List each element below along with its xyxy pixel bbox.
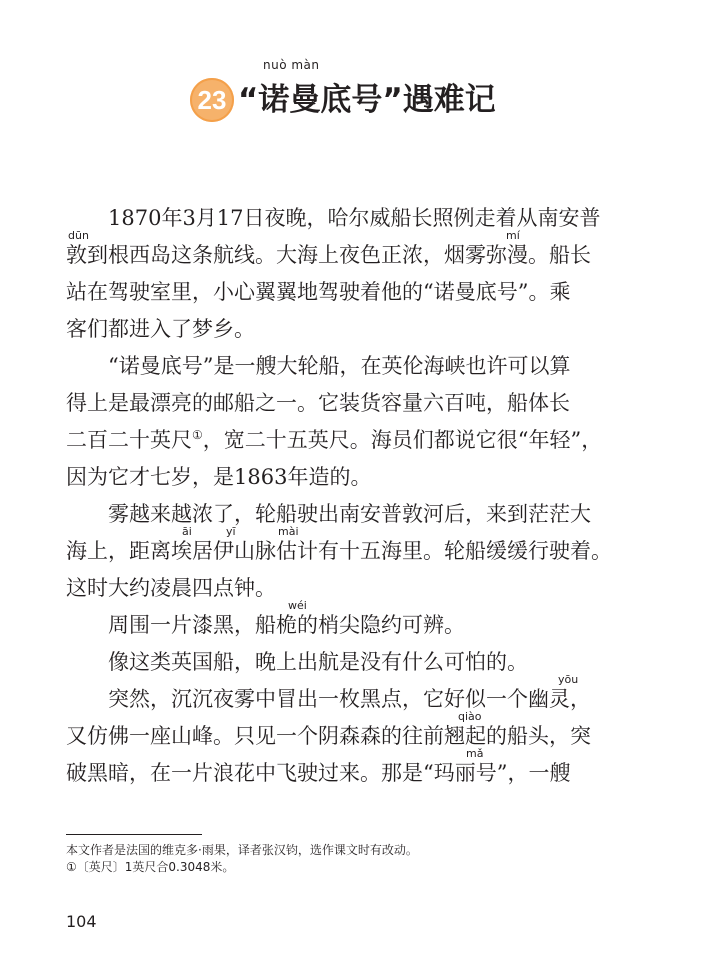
body-line: 客们都进入了梦乡。	[66, 317, 255, 341]
body-line: 站在驾驶室里，小心翼翼地驾驶着他的“诺曼底号”。乘	[66, 280, 571, 304]
body-line: 因为它才七岁，是1863年造的。	[66, 465, 372, 489]
footnote-author: 本文作者是法国的维克多·雨果，译者张汉钧，选作课文时有改动。	[66, 843, 418, 857]
body-line: 这时大约凌晨四点钟。	[66, 576, 276, 600]
pinyin-annotation: mí	[506, 229, 520, 242]
pinyin-annotation: mǎ	[466, 747, 484, 760]
body-text	[66, 200, 626, 792]
body-line: dūn mí 敦到根西岛这条航线。大海上夜色正浓，烟雾弥漫。船长	[66, 229, 591, 267]
body-line: qiào 又仿佛一座山峰。只见一个阴森森的往前翘起的船头，突	[66, 710, 591, 748]
body-line: 得上是最漂亮的邮船之一。它装货容量六百吨，船体长	[66, 391, 570, 415]
pinyin-annotation: āi	[182, 525, 192, 538]
pinyin-annotation: yōu	[558, 673, 579, 686]
lesson-number-badge: 23	[190, 78, 234, 122]
pinyin-annotation: yī	[226, 525, 236, 538]
body-line: āi yī mài 海上，距离埃居伊山脉估计有十五海里。轮船缓缓行驶着。	[66, 525, 612, 563]
pinyin-annotation: wéi	[288, 599, 307, 612]
body-line: 像这类英国船，晚上出航是没有什么可怕的。	[66, 650, 528, 674]
title-pinyin: nuò màn	[263, 58, 320, 72]
page-number: 104	[66, 912, 97, 931]
body-line: 雾越来越浓了，轮船驶出南安普敦河后，来到茫茫大	[66, 502, 591, 526]
footnote-marker: ①	[192, 428, 203, 442]
footnote-divider	[66, 834, 202, 835]
pinyin-annotation: qiào	[458, 710, 482, 723]
lesson-title-row	[0, 58, 701, 132]
body-line: yōu 突然，沉沉夜雾中冒出一枚黑点，它好似一个幽灵，	[66, 673, 591, 711]
footnote-unit: ①〔英尺〕1英尺合0.3048米。	[66, 860, 235, 874]
body-line: 1870年3月17日夜晚，哈尔威船长照例走着从南安普	[66, 206, 601, 230]
pinyin-annotation: mài	[278, 525, 299, 538]
footnotes	[66, 842, 418, 876]
body-line: mǎ 破黑暗，在一片浪花中飞驶过来。那是“玛丽号”，一艘	[66, 747, 571, 785]
pinyin-annotation: dūn	[68, 229, 89, 242]
body-line: wéi 周围一片漆黑，船桅的梢尖隐约可辨。	[66, 599, 465, 637]
body-line: 二百二十英尺①，宽二十五英尺。海员们都说它很“年轻”，	[66, 428, 603, 452]
body-line: “诺曼底号”是一艘大轮船，在英伦海峡也许可以算	[66, 354, 571, 378]
lesson-title: “诺曼底号”遇难记	[238, 82, 496, 118]
